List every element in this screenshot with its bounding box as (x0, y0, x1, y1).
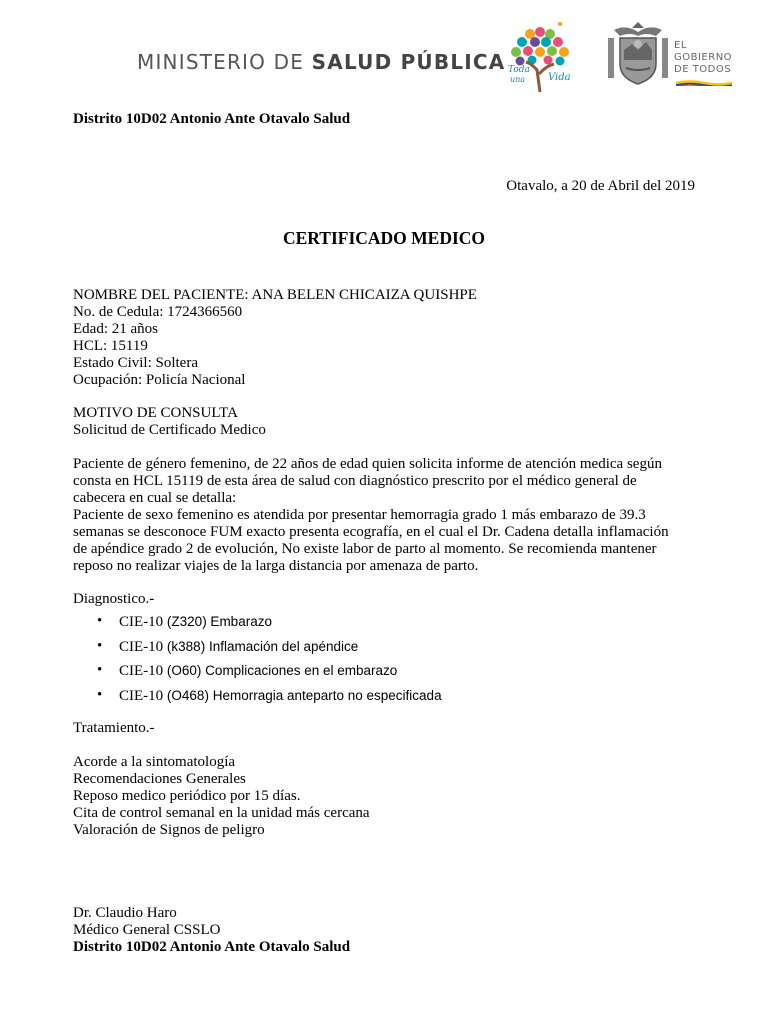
narrative-line: de apéndice grado 2 de evolución, No existe labor de parto al momento. Se recomienda mantener (73, 541, 657, 557)
list-item (73, 687, 442, 712)
patient-occupation: Ocupación: Policía Nacional (73, 372, 246, 388)
doctor-name: Dr. Claudio Haro (73, 905, 177, 921)
ministry-name-light: MINISTERIO DE (137, 50, 312, 74)
patient-name: NOMBRE DEL PACIENTE: ANA BELEN CHICAIZA QUISHPE (73, 287, 477, 303)
tratamiento-item: Cita de control semanal en la unidad más cercana (73, 805, 370, 821)
motivo-section (73, 405, 266, 439)
narrative-paragraph (73, 456, 698, 575)
diag-prefix: CIE-10 (119, 688, 167, 705)
diag-code: (O468) Hemorragia anteparto no especificada (166, 688, 442, 704)
ministry-logo-text (137, 50, 505, 74)
tratamiento-heading: Tratamiento.- (73, 720, 155, 736)
narrative-line: semanas se desconoce FUM exacto presenta ecografía, en el cual el Dr. Cadena detalla inflamación (73, 524, 669, 540)
bullet-icon: • (97, 662, 103, 679)
tratamiento-item: Reposo medico periódico por 15 días. (73, 788, 301, 804)
bullet-icon: • (97, 637, 103, 654)
document-header (0, 0, 768, 110)
diag-code: (Z320) Embarazo (166, 614, 272, 629)
diag-code: (k388) Inflamación del apéndice (166, 638, 359, 654)
ecuador-coat-of-arms-icon (606, 20, 670, 88)
gov-text-line-2: GOBIERNO (674, 52, 733, 63)
patient-info (73, 287, 477, 389)
ministry-name-bold: SALUD PÚBLICA (311, 50, 506, 74)
diagnostico-list (73, 613, 442, 712)
narrative-line: cabecera en cual se detalla: (73, 490, 237, 506)
place-date: Otavalo, a 20 de Abril del 2019 (506, 178, 695, 194)
narrative-line: Paciente de sexo femenino es atendida por presentar hemorragia grado 1 más embarazo de 39.3 (73, 507, 646, 523)
bullet-icon: • (97, 687, 103, 704)
signature-block (73, 905, 350, 956)
list-item (73, 662, 442, 687)
district-heading: Distrito 10D02 Antonio Ante Otavalo Salud (73, 111, 351, 127)
narrative-line: Paciente de género femenino, de 22 años de edad quien solicita informe de atención medica según (73, 456, 662, 472)
patient-hcl: HCL: 15119 (73, 338, 148, 354)
bullet-icon: • (97, 613, 103, 629)
diag-prefix: CIE-10 (119, 663, 167, 680)
diag-prefix: CIE-10 (119, 614, 167, 630)
tree-logo-word-2: una (510, 75, 526, 84)
toda-una-vida-tree-icon (502, 14, 578, 92)
patient-age: Edad: 21 años (73, 321, 158, 337)
signature-district: Distrito 10D02 Antonio Ante Otavalo Salud (73, 939, 351, 955)
diagnostico-heading: Diagnostico.- (73, 591, 155, 607)
diag-code: (O60) Complicaciones en el embarazo (166, 663, 398, 679)
tratamiento-item: Acorde a la sintomatología (73, 754, 236, 770)
narrative-line: reposo no realizar viajes de la larga distancia por amenaza de parto. (73, 558, 479, 574)
tratamiento-item: Valoración de Signos de peligro (73, 822, 265, 838)
patient-cedula: No. de Cedula: 1724366560 (73, 304, 243, 320)
ecuador-flag-stripe-icon (676, 80, 732, 86)
gov-text-line-1: EL (674, 40, 687, 51)
narrative-line: consta en HCL 15119 de esta área de salud con diagnóstico prescrito por el médico general de (73, 473, 637, 489)
tree-logo-word-1: Toda (508, 65, 530, 75)
tree-logo-word-3: Vida (548, 72, 571, 83)
doctor-role: Médico General CSSLO (73, 922, 221, 938)
list-item (73, 613, 442, 638)
tratamiento-list (73, 754, 370, 839)
document-title: CERTIFICADO MEDICO (282, 228, 486, 248)
motivo-heading: MOTIVO DE CONSULTA (73, 405, 238, 421)
diag-prefix: CIE-10 (119, 638, 167, 655)
list-item (73, 638, 442, 663)
motivo-text: Solicitud de Certificado Medico (73, 422, 266, 438)
patient-civil-status: Estado Civil: Soltera (73, 355, 198, 371)
tratamiento-item: Recomendaciones Generales (73, 771, 246, 787)
gov-text-line-3: DE TODOS (674, 64, 732, 75)
government-logo-text (674, 40, 744, 76)
